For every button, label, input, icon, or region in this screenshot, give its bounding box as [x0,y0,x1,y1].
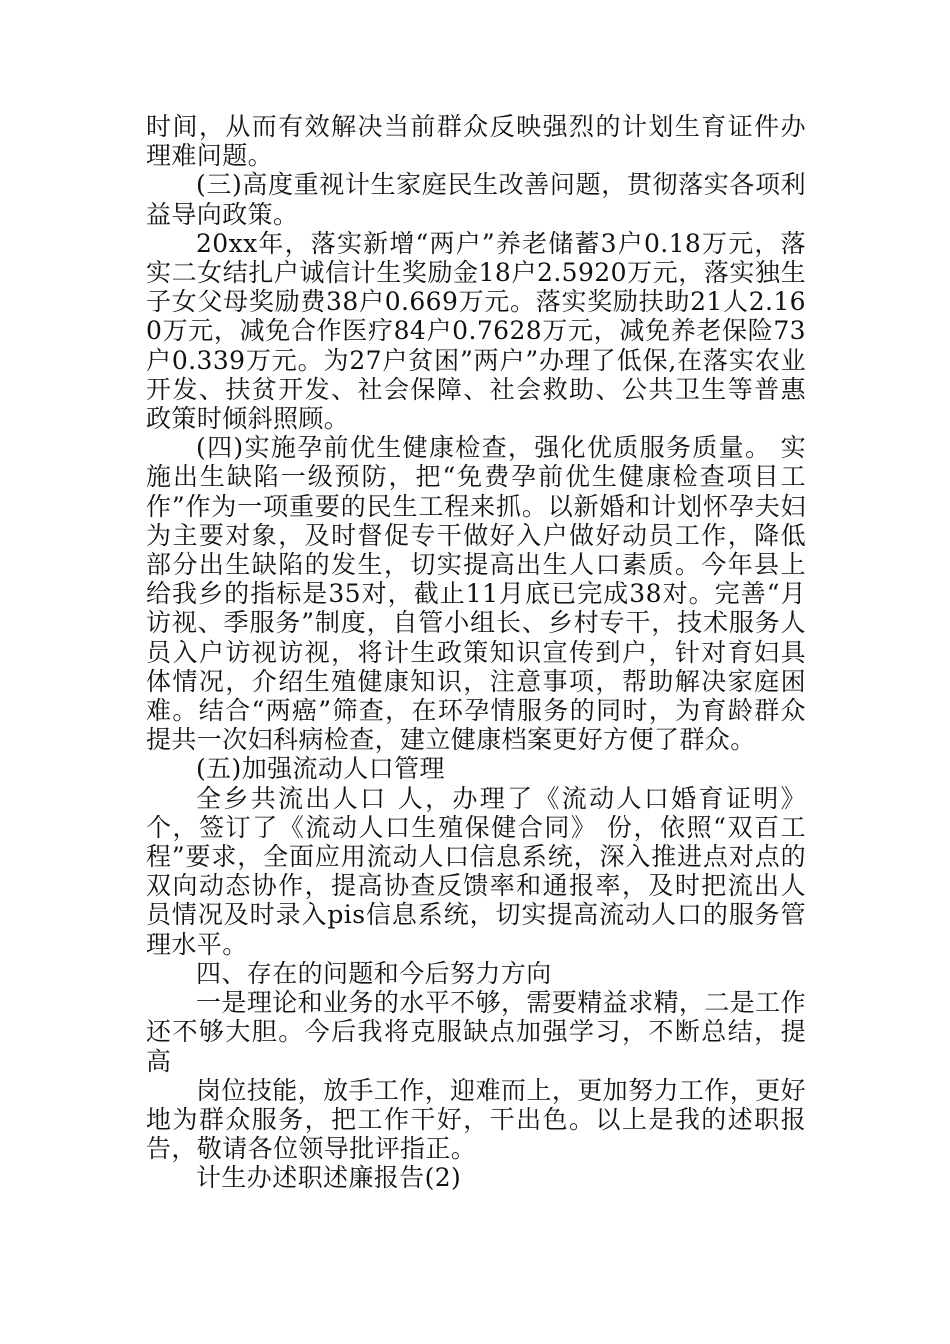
section-heading-3: (三)高度重视计生家庭民生改善问题，贯彻落实各项利益导向政策。 [146,170,806,229]
paragraph-continuation: 时间，从而有效解决当前群众反映强烈的计划生育证件办理难问题。 [146,112,806,171]
document-page [146,112,806,1193]
section-heading-4-paragraph: (四)实施孕前优生健康检查，强化优质服务质量。 实施出生缺陷一级预防，把“免费孕前优生健康检查项目工作”作为一项重要的民生工程来抓。以新婚和计划怀孕夫妇为主要对象，及时督促专干做好入户做好动员工作，降低部分出生缺陷的发生，切实提高出生人口素质。今年县上给我乡的指标是35对，截止11月底已完成38对。完善“月访视、季服务”制度，自管小组长、乡村专干，技术服务人员入户访视访视，将计生政策知识宣传到户，针对育妇具体情况，介绍生殖健康知识，注意事项，帮助解决家庭困难。结合“两癌”筛查，在环孕情服务的同时，为育龄群众提共一次妇科病检查，建立健康档案更好方便了群众。 [146,433,806,755]
section-heading-5: (五)加强流动人口管理 [196,754,445,784]
paragraph-benefits: 20xx年，落实新增“两户”养老储蓄3户0.18万元，落实二女结扎户诚信计生奖励金18户2.5920万元，落实独生子女父母奖励费38户0.669万元。落实奖励扶助21人2.160万元，减免合作医疗84户0.7628万元，减免养老保险73户0.339万元。为27户贫困”两户”办理了低保,在落实农业开发、扶贫开发、社会保障、社会救助、公共卫生等普惠政策时倾斜照顾。 [146,228,806,434]
next-report-title: 计生办述职述廉报告(2) [196,1163,462,1193]
paragraph-closing: 岗位技能，放手工作，迎难而上，更加努力工作，更好地为群众服务，把工作干好，干出色。以上是我的述职报告，敬请各位领导批评指正。 [146,1075,806,1164]
paragraph-problems: 一是理论和业务的水平不够，需要精益求精，二是工作还不够大胆。今后我将克服缺点加强学习，不断总结，提高 [146,988,806,1076]
paragraph-floating-population: 全乡共流出人口 人，办理了《流动人口婚育证明》 个，签订了《流动人口生殖保健合同》 份，依照“双百工程”要求，全面应用流动人口信息系统，深入推进点对点的双向动态协作，提高协查反馈率和通报率，及时把流出人员情况及时录入pis信息系统，切实提高流动人口的服务管理水平。 [146,783,806,959]
section-heading-problems: 四、存在的问题和今后努力方向 [196,958,552,988]
